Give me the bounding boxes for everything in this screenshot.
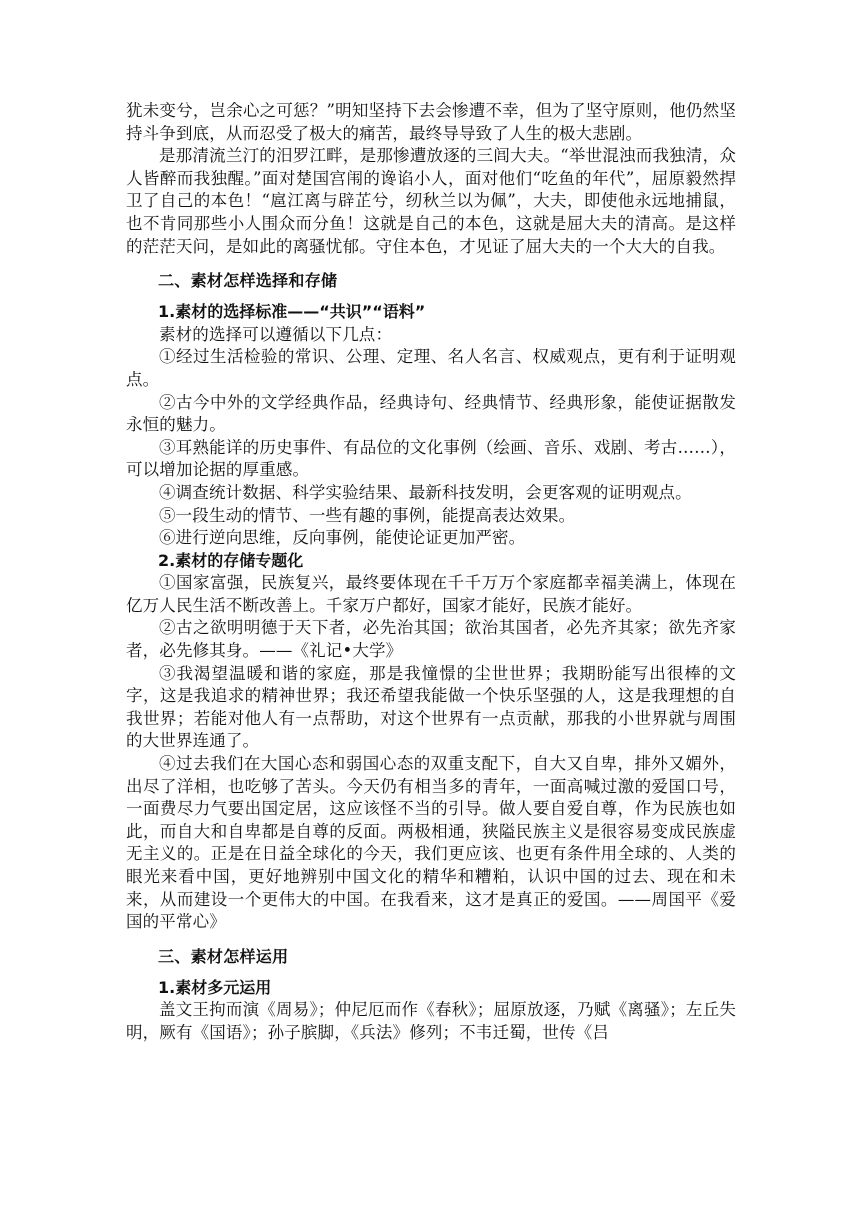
paragraph-adversity-examples: 盖文王拘而演《周易》；仲尼厄而作《春秋》；屈原放逐，乃赋《离骚》；左丘失明，厥有《国语》；孙子膑脚，《兵法》修列；不韦迁蜀，世传《吕 <box>126 1000 736 1042</box>
list-item: ①国家富强，民族复兴，最终要体现在千千万万个家庭都幸福美满上，体现在亿万人民生活不断改善上。千家万户都好，国家才能好，民族才能好。 <box>126 573 736 615</box>
paragraph-qu-yuan-integrity: 是那清流兰汀的汨罗江畔，是那惨遭放逐的三闾大夫。“举世混浊而我独清，众人皆醉而我独醒。”面对楚国宫闱的谗谄小人，面对他们“吃鱼的年代”，屈原毅然捍卫了自己的本色！“扈江离与辟芷兮，纫秋兰以为佩”，大夫，即使他永远地捕鼠，也不肯同那些小人围众而分鱼！这就是自己的本色，这就是屈大夫的清高。是这样的茫茫天问，是如此的离骚忧郁。守住本色，才见证了屈大夫的一个大大的自我。 <box>126 146 736 256</box>
list-item: ②古之欲明明德于天下者，必先治其国；欲治其国者，必先齐其家；欲先齐家者，必先修其身。——《礼记•大学》 <box>126 618 736 661</box>
subheading-multiple-usage: 1.素材多元运用 <box>158 977 272 997</box>
list-item: ④过去我们在大国心态和弱国心态的双重支配下，自大又自卑，排外又媚外，出尽了洋相，也吃够了苦头。今天仍有相当多的青年，一面高喊过激的爱国口号，一面费尽力气要出国定居，这应该怪不当的引导。做人要自爱自尊，作为民族也如此，而自大和自卑都是自尊的反面。两极相通，狭隘民族主义是很容易变成民族虚无主义的。正是在日益全球化的今天，我们更应该、也更有条件用全球的、人类的眼光来看中国，更好地辨别中国文化的精华和糟粕，认识中国的过去、现在和未来，从而建设一个更伟大的中国。在我看来，这才是真正的爱国。——周国平《爱国的平常心》 <box>126 754 736 932</box>
section-heading-usage: 三、素材怎样运用 <box>158 946 289 966</box>
list-item: ③我渴望温暖和谐的家庭，那是我憧憬的尘世世界；我期盼能写出很棒的文字，这是我追求的精神世界；我还希望我能做一个快乐坚强的人，这是我理想的自我世界；若能对他人有一点帮助，对这个世界有一点贡献，那我的小世界就与周围的大世界连通了。 <box>126 663 736 751</box>
list-item: ②古今中外的文学经典作品，经典诗句、经典情节、经典形象，能使证据散发永恒的魅力。 <box>126 392 736 435</box>
subheading-selection-criteria: 1.素材的选择标准——“共识”“语料” <box>158 302 426 322</box>
list-item: ①经过生活检验的常识、公理、定理、名人名言、权威观点，更有利于证明观点。 <box>126 347 736 389</box>
list-item: ④调查统计数据、科学实验结果、最新科技发明，会更客观的证明观点。 <box>159 482 692 502</box>
list-item: ⑤一段生动的情节、一些有趣的事例，能提高表达效果。 <box>159 505 576 525</box>
section-heading-selection-storage: 二、素材怎样选择和存储 <box>158 271 338 291</box>
paragraph-qu-yuan-tragedy: 犹未变兮，岂余心之可惩？”明知坚持下去会惨遭不幸，但为了坚守原则，他仍然坚持斗争到底，从而忍受了极大的痛苦，最终导导致了人生的极大悲剧。 <box>126 101 736 143</box>
document-page <box>126 100 736 1045</box>
list-item: ③耳熟能详的历史事件、有品位的文化事例（绘画、音乐、戏剧、考古……），可以增加论据的厚重感。 <box>126 437 736 480</box>
subheading-storage-topics: 2.素材的存储专题化 <box>158 550 304 570</box>
list-item: ⑥进行逆向思维，反向事例，能使论证更加严密。 <box>159 528 526 548</box>
selection-intro: 素材的选择可以遵循以下几点： <box>159 324 393 344</box>
